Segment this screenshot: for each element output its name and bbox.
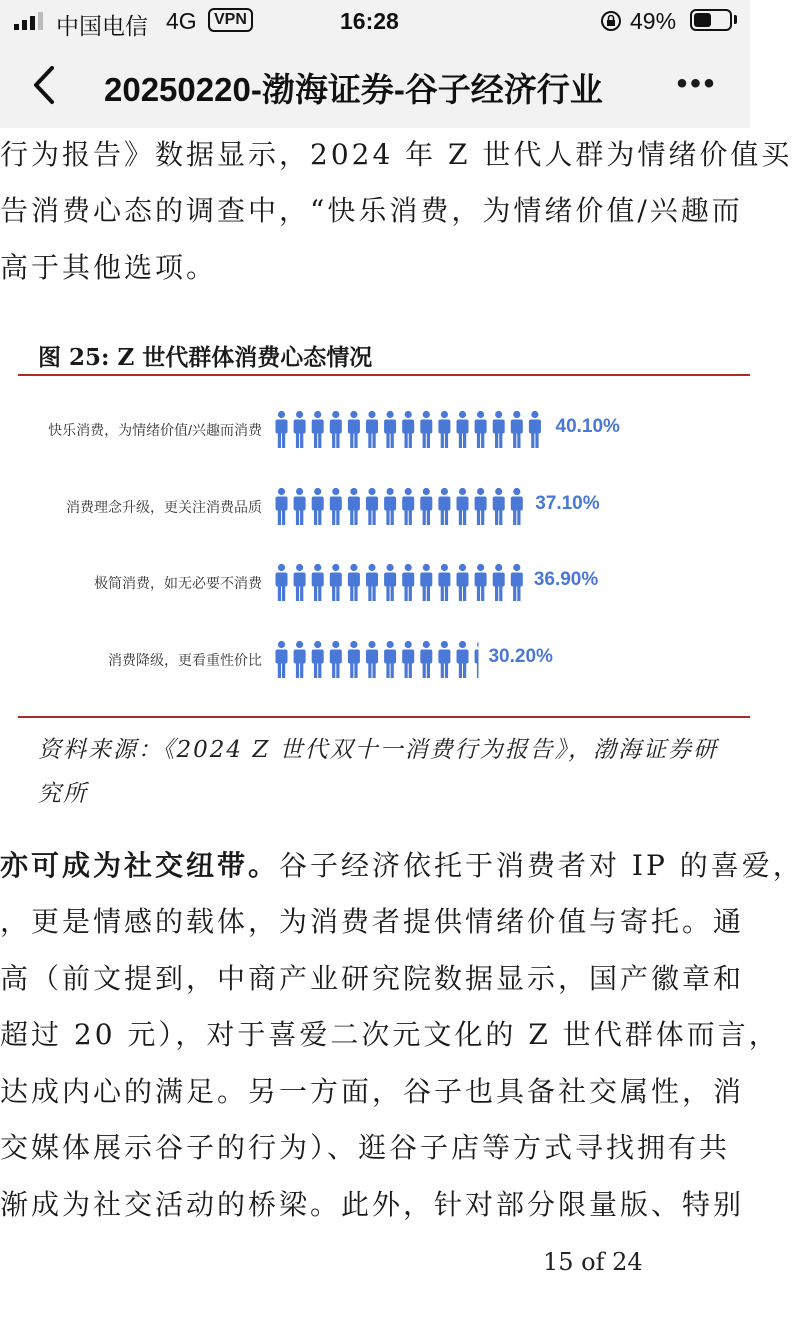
network-type: 4G [166,8,197,34]
person-icon [294,564,306,601]
figure-title: 图 25: Z 世代群体消费心态情况 [38,344,373,371]
person-icon [366,488,378,525]
chevron-left-icon[interactable] [24,60,64,110]
chart-category-label: 快乐消费，为情绪价值/兴趣而消费 [48,422,262,438]
person-icon [402,641,414,678]
person-icon [276,411,288,448]
chart-category-label: 极简消费，如无必要不消费 [94,575,262,591]
battery-percent: 49% [630,8,677,34]
person-icon [438,411,450,448]
person-icon [348,488,360,525]
rotation-lock-icon [600,10,622,32]
person-icon [276,641,288,678]
person-icon [348,641,360,678]
intro-line: 行为报告》数据显示，2024 年 Z 世代人群为情绪价值买 [0,138,793,171]
person-icon [457,564,469,601]
vpn-badge: VPN [208,8,253,32]
person-icon [438,641,450,678]
person-icon [366,641,378,678]
chart-bar [274,563,526,603]
person-icon [475,488,487,525]
person-icon [312,411,324,448]
person-icon [402,488,414,525]
person-icon [402,564,414,601]
signal-icon [14,12,48,30]
chart-bar-row [0,563,750,603]
chart-bar [274,640,481,680]
chart-value-label: 36.90% [533,569,599,590]
person-icon [384,564,396,601]
person-icon [493,488,505,525]
person-icon [420,641,432,678]
figure-top-rule [18,374,750,376]
chart-bar-row [0,487,750,527]
person-icon [330,411,342,448]
battery-icon [690,9,732,31]
body-line-first [0,844,804,884]
chart-bar [274,487,528,527]
chart-bar-row [0,640,750,680]
person-icon [276,564,288,601]
body-first-text: 谷子经济依托于消费者对 IP 的喜爱， [279,849,804,882]
person-icon [511,564,523,601]
battery-tip [734,15,737,24]
person-icon [457,641,469,678]
person-icon [276,488,288,525]
body-line: ，更是情感的载体，为消费者提供情绪价值与寄托。通 [0,905,745,938]
person-icon [493,411,505,448]
chart-value-label: 37.10% [535,493,600,514]
figure-source: 资料来源：《2024 Z 世代双十一消费行为报告》，渤海证券研究所 [38,737,719,807]
bold-lead-text: 亦可成为社交纽带。 [0,849,280,882]
person-icon [384,488,396,525]
carrier-name: 中国电信 [56,13,148,39]
chart-value-label: 40.10% [555,416,620,437]
person-icon [475,564,487,601]
battery-fill [694,13,711,27]
person-icon [529,411,541,448]
chart-category-label: 消费理念升级，更关注消费品质 [66,499,262,515]
person-icon [457,411,469,448]
document-title: 20250220-渤海证券-谷子经济行业 [104,71,603,108]
person-icon [511,411,523,448]
clock: 16:28 [340,8,399,34]
person-icon [366,564,378,601]
person-icon [438,564,450,601]
person-icon [330,641,342,678]
chart-bar [274,410,548,450]
body-line: 交媒体展示谷子的行为）、逛谷子店等方式寻找拥有共 [0,1131,731,1164]
body-line: 超过 20 元），对于喜爱二次元文化的 Z 世代群体而言， [0,1018,780,1051]
person-icon [366,411,378,448]
person-icon [312,564,324,601]
person-icon [493,564,505,601]
person-icon [438,488,450,525]
person-icon [457,488,469,525]
nav-bar [0,42,750,128]
person-icon [384,411,396,448]
person-icon [511,488,523,525]
person-icon [330,564,342,601]
person-icon [294,411,306,448]
person-icon [294,641,306,678]
intro-line: 高于其他选项。 [0,251,218,284]
person-icon [420,411,432,448]
person-icon [348,564,360,601]
person-icon [294,488,306,525]
person-icon [475,411,487,448]
intro-line: 告消费心态的调查中，“快乐消费，为情绪价值/兴趣而 [0,194,743,227]
person-icon [312,641,324,678]
figure-bottom-rule [18,716,750,718]
chart-category-label: 消费降级，更看重性价比 [108,652,262,668]
status-bar [0,0,750,42]
body-line: 高（前文提到，中商产业研究院数据显示，国产徽章和 [0,962,745,995]
page-indicator: 15 of 24 [543,1248,643,1276]
more-options-button[interactable]: ••• [676,67,718,100]
person-icon [312,488,324,525]
chart-bar-row [0,410,750,450]
person-icon [420,488,432,525]
person-icon [420,564,432,601]
chart-value-label: 30.20% [488,646,553,667]
person-icon [348,411,360,448]
person-icon [475,641,487,678]
person-icon [384,641,396,678]
person-icon [330,488,342,525]
body-line: 达成内心的满足。另一方面，谷子也具备社交属性，消 [0,1075,745,1108]
person-icon [402,411,414,448]
body-line: 渐成为社交活动的桥梁。此外，针对部分限量版、特别 [0,1188,745,1221]
